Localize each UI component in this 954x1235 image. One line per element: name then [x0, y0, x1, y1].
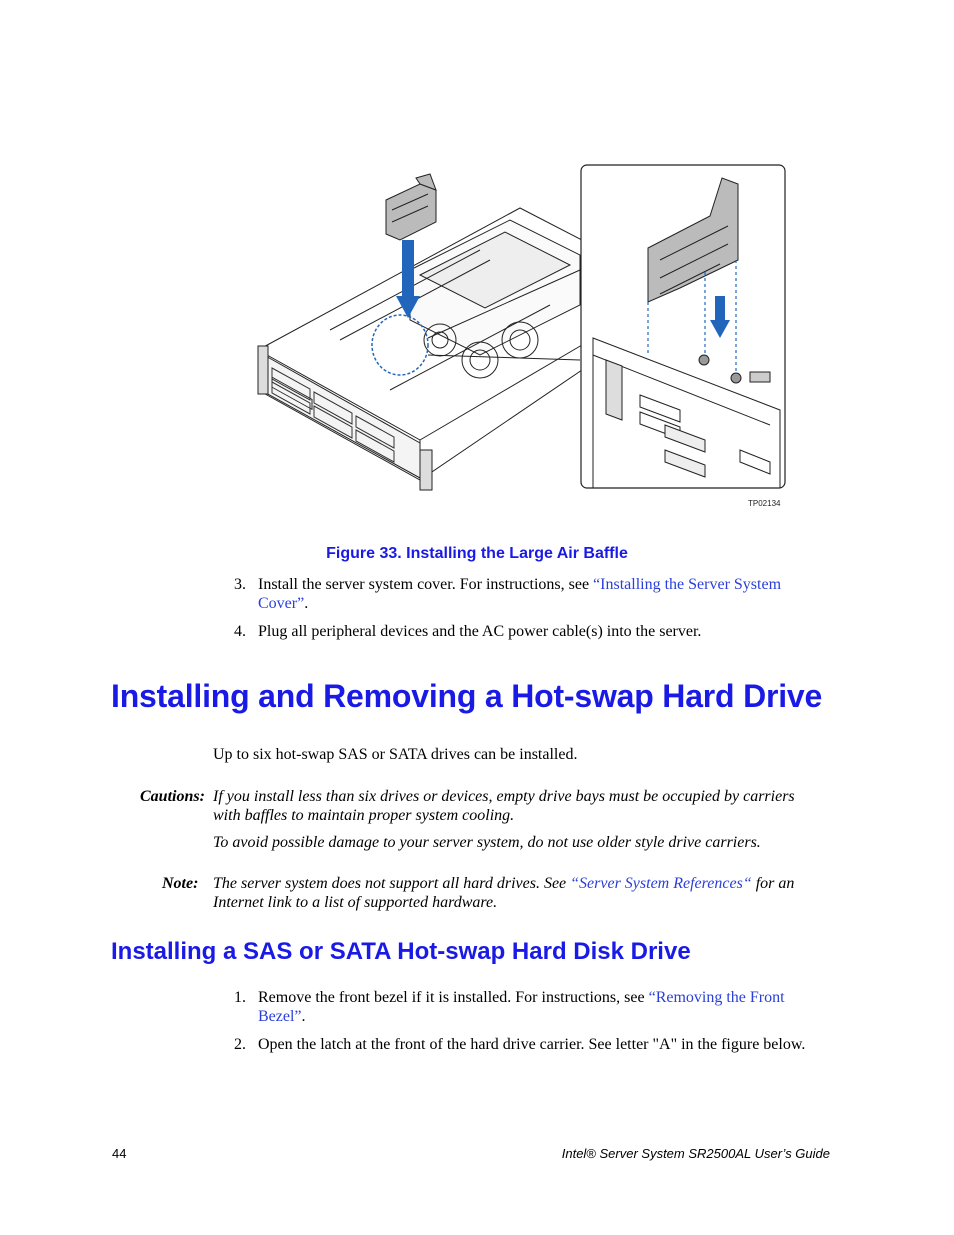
cautions-label: Cautions:: [140, 788, 205, 805]
step-number: 1.: [234, 989, 246, 1006]
step-number: 3.: [234, 576, 246, 593]
note-label: Note:: [162, 875, 199, 892]
note-text-body: The server system does not support all hard drives. See: [213, 875, 571, 892]
note-text: [213, 874, 828, 912]
section-heading: Installing and Removing a Hot-swap Hard Drive: [111, 678, 823, 714]
step-text: Plug all peripheral devices and the AC power cable(s) into the server.: [258, 623, 702, 640]
page-number: 44: [112, 1146, 127, 1161]
link-installing-cover[interactable]: “Installing the Server System Cover”: [258, 576, 782, 612]
section-intro: Up to six hot-swap SAS or SATA drives can be installed.: [213, 746, 578, 763]
step-text-body: Install the server system cover. For instructions, see: [258, 576, 594, 593]
figure-code: TP02134: [748, 499, 781, 508]
step-text-end: .: [301, 1008, 306, 1025]
step-text: Open the latch at the front of the hard drive carrier. See letter "A" in the figure below.: [258, 1036, 806, 1053]
subsection-heading: Installing a SAS or SATA Hot-swap Hard Disk Drive: [111, 938, 691, 965]
air-baffle-diagram: [250, 160, 790, 500]
step-number: 4.: [234, 623, 246, 640]
note-text-end: for an Internet link to a list of supported hardware.: [213, 875, 795, 911]
step-text-body: Remove the front bezel if it is installed. For instructions, see: [258, 989, 649, 1006]
step-text: [258, 575, 828, 613]
step-number: 2.: [234, 1036, 246, 1053]
link-removing-bezel[interactable]: “Removing the Front Bezel”: [258, 989, 785, 1025]
footer-title: Intel® Server System SR2500AL User’s Guide: [561, 1146, 830, 1161]
cautions-text-1: If you install less than six drives or devices, empty drive bays must be occupied by carriers with baffles to maintain proper system cooling.: [213, 788, 795, 824]
step-text-end: .: [304, 595, 309, 612]
step-text: [258, 988, 830, 1026]
figure-illustration: [250, 160, 790, 500]
link-server-references[interactable]: “Server System References“: [570, 875, 752, 892]
cautions-text-2: To avoid possible damage to your server system, do not use older style drive carriers.: [213, 834, 761, 851]
figure-caption: Figure 33. Installing the Large Air Baffle: [326, 545, 628, 562]
